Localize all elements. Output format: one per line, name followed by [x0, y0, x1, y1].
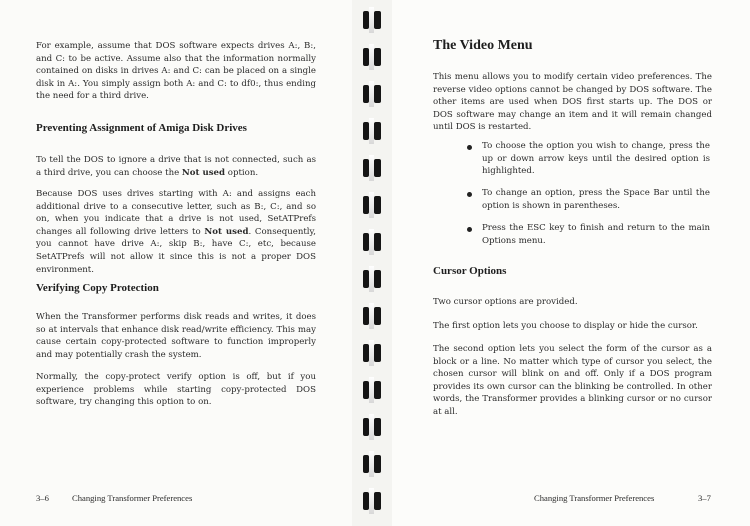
left-footer-page-number: 3–6 [36, 493, 49, 503]
right-paragraph-first-option: The first option lets you choose to display or hide the cursor. [433, 321, 698, 331]
right-heading-video-menu: The Video Menu [433, 38, 533, 53]
left-heading-copy-protection: Verifying Copy Protection [36, 282, 159, 294]
binding-ring [361, 340, 383, 364]
bullet-icon [467, 145, 472, 150]
left-paragraph-copy-protect: Normally, the copy-protect verify option is off, but if you experience problems while starting copy-protected DOS software, try changing this option to on. [36, 372, 316, 408]
binding-ring [361, 266, 383, 290]
left-footer-title: Changing Transformer Preferences [72, 493, 193, 503]
binding-ring [361, 488, 383, 512]
right-bullet-item: To choose the option you wish to change, press the up or down arrow keys until the desired option is highlighted. [482, 141, 710, 177]
binding-ring [361, 229, 383, 253]
bold-run: Not used [181, 167, 226, 178]
bullet-icon [467, 227, 472, 232]
right-paragraph-two-options: Two cursor options are provided. [433, 297, 578, 307]
text-run: Because DOS uses drives starting with A: and assigns each additional drive to a consecutive letter, such as B:, C:, and so on, when you indicate that a drive is not used, SetATPrefs changes all following drive letters to [36, 189, 316, 237]
right-bullet-item: Press the ESC key to finish and return to the main Options menu. [482, 223, 710, 246]
right-footer-title: Changing Transformer Preferences [534, 493, 655, 503]
binding-ring [361, 303, 383, 327]
spiral-binding [352, 0, 392, 526]
right-footer-page-number: 3–7 [698, 493, 711, 503]
text-run: . Consequently, you cannot have drive A:, skip B:, have C:, etc, because SetATPrefs will not allow it since this is not a proper DOS environment. [36, 226, 316, 275]
left-page [0, 0, 352, 526]
binding-ring [361, 118, 383, 142]
binding-ring [361, 44, 383, 68]
text-run: option. [225, 167, 259, 178]
right-heading-cursor-options: Cursor Options [433, 265, 507, 277]
left-heading-preventing: Preventing Assignment of Amiga Disk Drives [36, 122, 247, 134]
left-paragraph-not-used [36, 154, 316, 179]
bold-run: Not used [204, 226, 249, 237]
right-paragraph-second-option: The second option lets you select the form of the cursor as a block or a line. No matter which type of cursor you select, the chosen cursor will blink on and off. Only if a DOS program provides its own cursor can the blinking be controlled. In other words, the Transformer provides a blinking cursor or no cursor at all. [433, 344, 712, 417]
left-paragraph-disk-reads: When the Transformer performs disk reads and writes, it does so at intervals that enhance disk read/write efficiency. This may cause certain copy-protected software to function improperly and may potentially crash the system. [36, 312, 316, 360]
binding-ring [361, 451, 383, 475]
right-page [392, 0, 750, 526]
binding-ring [361, 155, 383, 179]
left-intro-paragraph: For example, assume that DOS software expects drives A:, B:, and C: to be active. Assume also that the information normally contained on disks in drives A: and C: can be placed on a single disk in A:. You simply assign both A: and C: to df0:, thus ending the need for a third drive. [36, 41, 316, 102]
text-run: To tell the DOS to ignore a drive that is not connected, such as a third drive, you can choose the [36, 155, 316, 178]
bullet-icon [467, 192, 472, 197]
binding-ring [361, 81, 383, 105]
binding-ring [361, 192, 383, 216]
left-paragraph-drive-letters [36, 188, 316, 276]
binding-ring [361, 7, 383, 31]
right-intro-paragraph: This menu allows you to modify certain video preferences. The reverse video options cannot be changed by DOS software. The other items are used when DOS first starts up. The DOS or DOS software may change an item and it will remain changed until DOS is restarted. [433, 72, 712, 133]
right-bullet-item: To change an option, press the Space Bar until the option is shown in parentheses. [482, 188, 710, 211]
binding-ring [361, 377, 383, 401]
binding-ring [361, 414, 383, 438]
